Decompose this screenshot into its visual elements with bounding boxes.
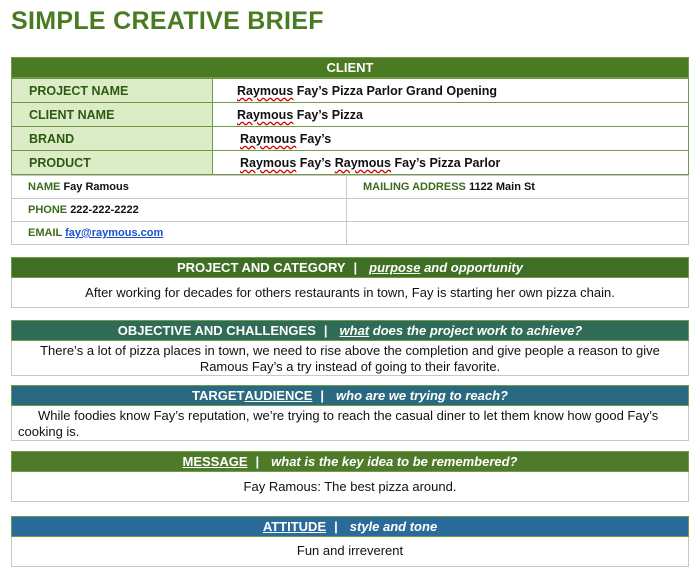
product-label: PRODUCT [12, 151, 213, 175]
section-header: PROJECT AND CATEGORY | purpose and opportunity [11, 257, 689, 278]
client-name-label: CLIENT NAME [12, 103, 213, 127]
project-category-section [11, 257, 689, 308]
contact-table [11, 175, 689, 245]
audience-section [11, 385, 689, 441]
email-link[interactable]: fay@raymous.com [65, 227, 164, 239]
table-row [12, 79, 689, 103]
mailing-address-value: 1122 Main St [468, 181, 535, 193]
brand-label: BRAND [12, 127, 213, 151]
table-row [12, 151, 689, 175]
objective-body[interactable]: There’s a lot of pizza places in town, we need to rise above the completion and give people a reason to give Ramous Fay’s a try instead of going to their favorite. [11, 341, 689, 376]
contact-name-cell[interactable] [12, 176, 347, 199]
table-row [12, 222, 689, 245]
project-name-label: PROJECT NAME [12, 79, 213, 103]
section-header: TARGET AUDIENCE | who are we trying to reach? [11, 385, 689, 406]
product-value[interactable]: Raymous Fay’s Raymous Fay’s Pizza Parlor [213, 151, 689, 175]
contact-name-value: Fay Ramous [63, 181, 129, 193]
client-header: CLIENT [11, 57, 689, 78]
mailing-address-cell[interactable] [347, 176, 689, 199]
table-row [12, 176, 689, 199]
client-section [11, 57, 689, 245]
section-header: ATTITUDE | style and tone [11, 516, 689, 537]
audience-body[interactable]: While foodies know Fay’s reputation, we’re trying to reach the casual diner to let them know how good Fay’s cooking is. [11, 406, 689, 441]
phone-value: 222-222-2222 [70, 204, 139, 216]
empty-cell[interactable] [347, 222, 689, 245]
client-info-table [11, 78, 689, 175]
project-category-body[interactable]: After working for decades for others restaurants in town, Fay is starting her own pizza chain. [11, 278, 689, 308]
attitude-section [11, 516, 689, 567]
email-label: EMAIL [28, 227, 63, 239]
project-name-value[interactable]: Raymous Fay’s Pizza Parlor Grand Opening [213, 79, 689, 103]
section-header: MESSAGE | what is the key idea to be remembered? [11, 451, 689, 472]
mailing-address-label: MAILING ADDRESS [363, 181, 466, 193]
message-body[interactable]: Fay Ramous: The best pizza around. [11, 472, 689, 502]
brand-value[interactable]: Raymous Fay’s [213, 127, 689, 151]
table-row [12, 103, 689, 127]
phone-cell[interactable] [12, 199, 347, 222]
attitude-body[interactable]: Fun and irreverent [11, 537, 689, 567]
email-cell[interactable] [12, 222, 347, 245]
table-row [12, 127, 689, 151]
page-title: SIMPLE CREATIVE BRIEF [11, 7, 324, 35]
table-row [12, 199, 689, 222]
phone-label: PHONE [28, 204, 68, 216]
empty-cell[interactable] [347, 199, 689, 222]
objective-section [11, 320, 689, 376]
message-section [11, 451, 689, 502]
section-header: OBJECTIVE AND CHALLENGES | what does the project work to achieve? [11, 320, 689, 341]
contact-name-label: NAME [28, 181, 61, 193]
client-name-value[interactable]: Raymous Fay’s Pizza [213, 103, 689, 127]
